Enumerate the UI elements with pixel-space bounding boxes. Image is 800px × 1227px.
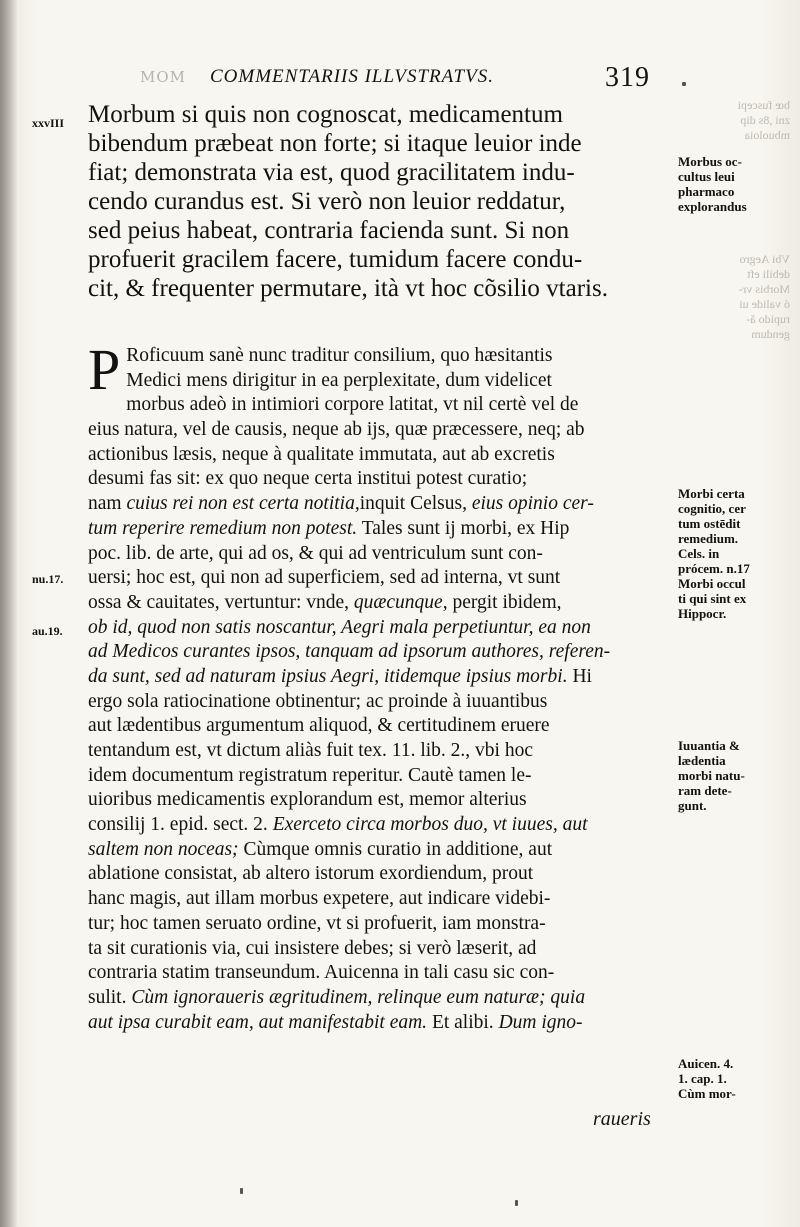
- commentary-line: [88, 393, 666, 418]
- aphorism-line: profuerit gracilem facere, tumidum facere condu-: [88, 246, 583, 273]
- margin-note-line: Cels. in: [678, 546, 720, 561]
- text-segment: consilij 1. epid. sect. 2.: [88, 814, 273, 836]
- margin-note-line: prócem. n.17: [678, 561, 750, 576]
- margin-note-3: [678, 738, 793, 813]
- commentary-line: [88, 912, 666, 937]
- text-segment: aut lædentibus argumentum aliquod, & certitudinem eruere: [88, 715, 550, 737]
- text-segment: , pergit ibidem,: [442, 591, 562, 613]
- commentary-line: [88, 640, 666, 665]
- text-segment: ablatione consistat, ab altero istorum exordiendum, prout: [88, 863, 534, 885]
- text-segment: ta sit curationis via, cui insistere debes; si verò læserit, ad: [88, 937, 537, 959]
- italic-quote-segment: eius opinio cer-: [471, 493, 594, 515]
- aphorism-line: fiat; demonstrata via est, quod gracilitatem indu-: [88, 159, 575, 186]
- margin-note-line: Hippocr.: [678, 606, 727, 621]
- text-segment: Hi: [567, 665, 592, 687]
- margin-note-line: Morbus oc-: [678, 154, 742, 169]
- commentary-line: [88, 443, 666, 468]
- italic-quote-segment: aut ipsa curabit eam, aut manifestabit eam.: [88, 1011, 428, 1033]
- commentary-line: [88, 1011, 666, 1036]
- commentary-line: [88, 369, 666, 394]
- commentary-line: [88, 838, 666, 863]
- commentary-line: [88, 517, 666, 542]
- commentary-line: [88, 344, 666, 369]
- aphorism-line: sed peius habeat, contraria facienda sunt. Si non: [88, 217, 570, 244]
- text-segment: idem documentum registratum reperitur. Cautè tamen le-: [88, 764, 532, 786]
- margin-note-line: Auicen. 4.: [678, 1056, 734, 1071]
- text-segment: tur; hoc tamen seruato ordine, vt si profuerit, iam monstra-: [88, 912, 546, 934]
- commentary-line: [88, 788, 666, 813]
- italic-quote-segment: cuius rei non est certa notitia,: [126, 493, 360, 515]
- commentary-line: [88, 862, 666, 887]
- commentary-line: [88, 418, 666, 443]
- commentary-line: [88, 492, 666, 517]
- margin-note-line: cognitio, cer: [678, 501, 746, 516]
- commentary-line: [88, 714, 666, 739]
- header-bleed-through: MOM: [140, 68, 187, 86]
- bleed-through-note: bœ fuscepi zni ,8s dip mbuoloia: [737, 98, 790, 142]
- margin-ref-nu19: au.19.: [32, 624, 63, 638]
- margin-note-line: ram dete-: [678, 783, 732, 798]
- margin-note-line: tum ostēdit: [678, 516, 741, 531]
- margin-note-line: pharmaco: [678, 184, 735, 199]
- commentary-line: [88, 616, 666, 641]
- text-segment: uersi; hoc est, qui non ad superficiem, sed ad interna, vt sunt: [88, 567, 561, 589]
- commentary-line: [88, 739, 666, 764]
- margin-note-4: [678, 1056, 793, 1101]
- margin-note-line: 1. cap. 1.: [678, 1071, 727, 1086]
- italic-quote-segment: Cùm ignoraueris ægritudinem, relinque eum naturæ; quia: [131, 986, 586, 1008]
- paper-speck: [682, 82, 686, 86]
- commentary-line: [88, 542, 666, 567]
- aphorism-line: cendo curandus est. Si verò non leuior reddatur,: [88, 188, 566, 215]
- commentary-line: [88, 566, 666, 591]
- commentary-line: [88, 937, 666, 962]
- italic-quote-segment: ad Medicos curantes ipsos, tanquam ad ipsorum authores, referen-: [88, 641, 611, 663]
- margin-note-2: [678, 486, 793, 621]
- aphorism-line: bibendum præbeat non forte; si itaque leuior inde: [88, 130, 582, 157]
- aphorism-line: cit, & frequenter permutare, ità vt hoc cõsilio vtaris.: [88, 275, 608, 302]
- margin-note-line: remedium.: [678, 531, 739, 546]
- commentary-text: [88, 337, 666, 1035]
- commentary-line: [88, 887, 666, 912]
- margin-note-line: Iuuantia &: [678, 738, 740, 753]
- text-segment: nam: [88, 493, 127, 515]
- text-segment: contraria statim transeundum. Auicenna in tali casu sic con-: [88, 962, 555, 984]
- margin-note-line: Morbi occul: [678, 576, 746, 591]
- text-segment: ossa & cauitates, vertuntur: vnde,: [88, 591, 354, 613]
- text-segment: eius natura, vel de causis, neque ab ijs, quæ præcessere, neq; ab: [88, 419, 585, 441]
- text-segment: tentandum est, vt dictum aliàs fuit tex. 11. lib. 2., vbi hoc: [88, 740, 533, 761]
- text-segment: hanc magis, aut illam morbus expetere, aut indicare videbi-: [88, 888, 551, 910]
- commentary-line: [88, 764, 666, 789]
- italic-quote-segment: Exerceto circa morbos duo, vt iuues, aut: [272, 814, 588, 836]
- text-segment: Roficuum sanè nunc traditur consilium, quo hæsitantis: [126, 345, 553, 366]
- aphorism-line: Morbum si quis non cognoscat, medicamentum: [88, 101, 563, 128]
- margin-note-line: gunt.: [678, 798, 707, 813]
- text-segment: morbus adeò in intimiori corpore latitat, vt nil certè vel de: [126, 394, 579, 416]
- paper-speck: [240, 1188, 243, 1194]
- margin-note-line: explorandus: [678, 199, 747, 214]
- page-header: [140, 62, 680, 96]
- commentary-line: [88, 467, 666, 492]
- margin-note-line: Morbi certa: [678, 486, 745, 501]
- italic-quote-segment: ob id, quod non satis noscantur, Aegri mala perpetiuntur, ea non: [88, 616, 591, 638]
- text-segment: Medici mens dirigitur in ea perplexitate, dum videlicet: [126, 369, 552, 391]
- text-segment: Et alibi.: [427, 1011, 499, 1033]
- commentary-line: [88, 961, 666, 986]
- commentary-line: [88, 986, 666, 1011]
- margin-note-line: morbi natu-: [678, 768, 745, 783]
- commentary-line: [88, 665, 666, 690]
- text-segment: poc. lib. de arte, qui ad os, & qui ad ventriculum sunt con-: [88, 542, 543, 564]
- binding-shadow: [0, 0, 18, 1227]
- margin-note-line: lædentia: [678, 753, 726, 768]
- margin-note-line: ti qui sint ex: [678, 591, 747, 606]
- aphorism-text: [88, 100, 668, 303]
- italic-quote-segment: saltem non noceas;: [88, 838, 239, 860]
- paper-speck: [515, 1200, 518, 1206]
- text-segment: desumi fas sit: ex quo neque certa institui potest curatio;: [88, 468, 528, 490]
- text-reference: xxvIII: [32, 116, 65, 130]
- margin-ref-nu17: nu.17.: [32, 572, 64, 586]
- text-segment: inquit Celsus,: [359, 493, 472, 515]
- commentary-line: [88, 591, 666, 616]
- text-segment: Tales sunt ij morbi, ex Hip: [357, 517, 570, 539]
- catchword: raueris: [593, 1108, 651, 1130]
- running-title: COMMENTARIIS ILLVSTRATVS.: [210, 66, 494, 87]
- text-segment: uioribus medicamentis explorandum est, memor alterius: [88, 789, 527, 811]
- text-segment: Cùmque omnis curatio in additione, aut: [238, 838, 553, 860]
- text-segment: actionibus læsis, neque à qualitate immutata, aut ab excretis: [88, 443, 555, 465]
- commentary-line: [88, 813, 666, 838]
- margin-note-1: [678, 154, 793, 214]
- italic-quote-segment: tum reperire remedium non potest.: [88, 517, 358, 539]
- page-number: 319: [605, 62, 650, 93]
- italic-quote-segment: da sunt, sed ad naturam ipsius Aegri, itidemque ipsius morbi.: [88, 665, 568, 687]
- text-segment: sulit.: [88, 986, 132, 1008]
- text-segment: ergo sola ratiocinatione obtinentur; ac proinde à iuuantibus: [88, 690, 548, 712]
- margin-note-line: cultus leui: [678, 169, 735, 184]
- italic-quote-segment: Dum igno-: [498, 1011, 583, 1033]
- margin-note-line: Cùm mor-: [678, 1086, 736, 1101]
- italic-quote-segment: quæcunque: [353, 591, 443, 613]
- commentary-line: [88, 690, 666, 715]
- bleed-through-note: Vbi Aegro debili eft Morbis vr- ó valide ui rupido ă- gendum: [738, 252, 790, 341]
- drop-cap: P: [88, 337, 121, 402]
